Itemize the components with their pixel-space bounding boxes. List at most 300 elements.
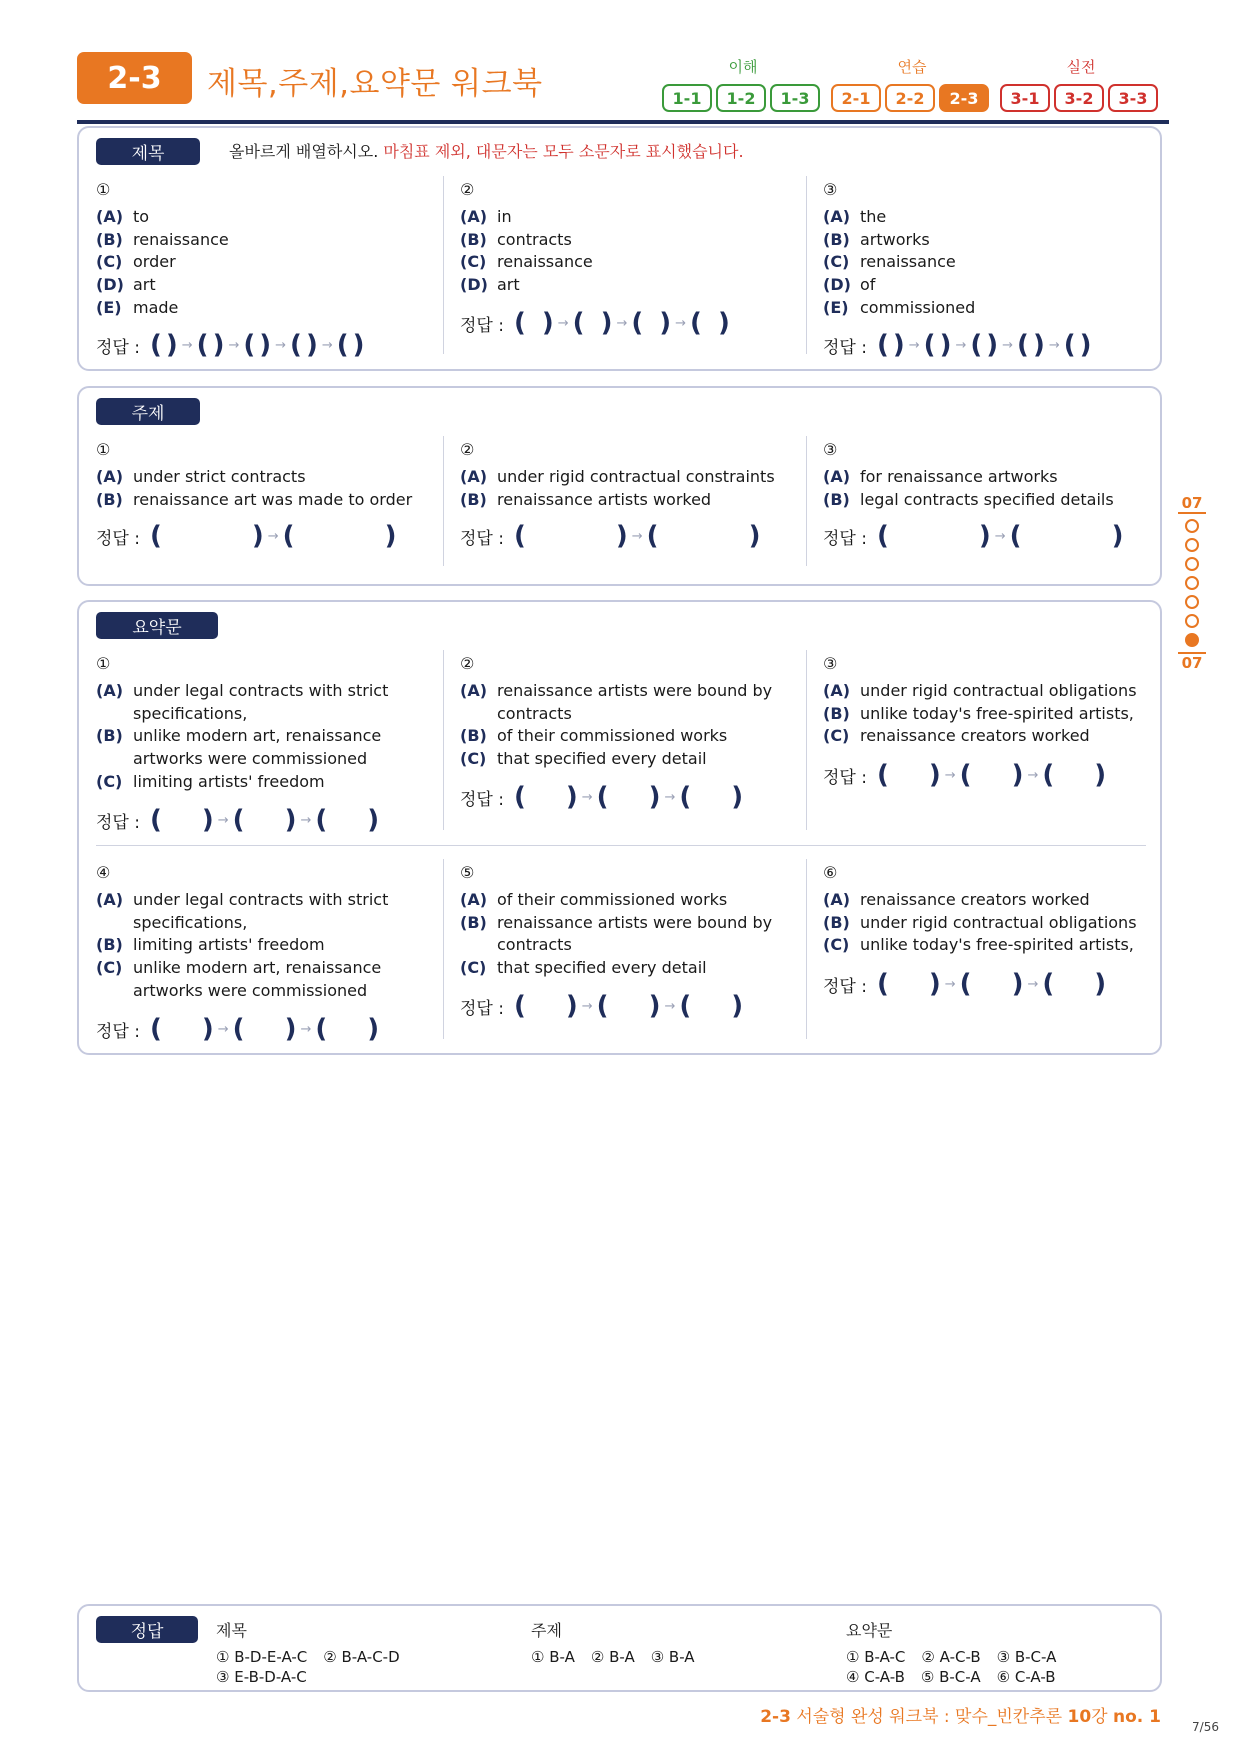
blank-close: )	[284, 1014, 297, 1044]
blank-close: )	[600, 308, 613, 338]
answer-key-item: ③ E-B-D-A-C	[216, 1668, 307, 1686]
answer-row	[823, 762, 1106, 788]
stage-1-3[interactable]: 1-3	[770, 84, 820, 112]
option-key: (C)	[96, 252, 123, 272]
answer-label: 정답 :	[823, 976, 867, 997]
blank-open: (	[959, 969, 972, 999]
arrow: →	[664, 998, 676, 1014]
option-key: (C)	[823, 252, 850, 272]
answer-row	[460, 310, 730, 336]
option-key: (B)	[96, 935, 123, 955]
option-key: (E)	[96, 297, 122, 317]
answer-row	[823, 332, 1092, 358]
blank-open: (	[631, 308, 644, 338]
arrow: →	[181, 337, 193, 353]
footer-no: no. 1	[1113, 1707, 1161, 1727]
blank-open: (	[690, 308, 702, 338]
option-d	[823, 274, 1153, 297]
option-b	[460, 229, 790, 252]
option-e	[96, 297, 426, 320]
option-text: artworks	[860, 229, 930, 249]
blank-close: )	[352, 330, 365, 360]
question-number: ③	[823, 654, 838, 673]
blank-close: )	[1011, 969, 1024, 999]
option-d	[460, 274, 790, 297]
blank-close: )	[978, 521, 991, 551]
side-index-top: 07	[1178, 494, 1206, 514]
option-b	[96, 229, 426, 252]
blank-close: )	[201, 1014, 214, 1044]
progress-dot	[1185, 519, 1199, 533]
blank-close: )	[615, 521, 628, 551]
column-divider	[806, 436, 807, 566]
option-d	[96, 274, 426, 297]
option-text: for renaissance artworks	[860, 467, 1058, 486]
option-key: (B)	[96, 489, 123, 509]
option-c	[823, 725, 1153, 748]
lesson-badge: 2-3	[77, 52, 192, 104]
option-text: under rigid contractual obligations	[860, 681, 1137, 700]
section-tag: 제목	[96, 138, 200, 165]
answer-row	[460, 784, 743, 810]
blank-close: )	[1011, 760, 1024, 790]
option-key: (A)	[96, 207, 124, 226]
blank-open: (	[876, 969, 889, 999]
option-c	[96, 251, 426, 274]
stage-3-3[interactable]: 3-3	[1108, 84, 1158, 112]
blank-close: )	[1032, 330, 1045, 360]
instruction-note: 마침표 제외, 대문자는 모두 소문자로 표시했습니다.	[383, 142, 744, 161]
option-text: limiting artists' freedom	[133, 935, 325, 955]
blank-open: (	[290, 330, 302, 360]
blank-open: (	[1009, 521, 1022, 551]
option-key: (A)	[460, 890, 488, 909]
answer-key-item: ③ B-A	[650, 1648, 695, 1666]
option-a	[823, 206, 1153, 229]
option-text: made	[133, 297, 179, 317]
option-text: renaissance	[497, 252, 593, 272]
blank-close: )	[986, 330, 999, 360]
arrow: →	[217, 1021, 229, 1037]
blank-close: )	[1094, 969, 1107, 999]
option-key: (D)	[96, 275, 124, 295]
arrow: →	[300, 812, 312, 828]
column-divider	[806, 650, 807, 830]
progress-dot	[1185, 557, 1199, 571]
arrow: →	[321, 337, 333, 353]
question-number: ②	[460, 440, 475, 459]
option-key: (C)	[96, 958, 123, 978]
option-c	[460, 957, 790, 980]
blank-close: )	[384, 521, 397, 551]
question-number: ②	[460, 180, 475, 199]
option-c	[823, 934, 1153, 957]
answer-key-item: ② A-C-B	[921, 1648, 981, 1666]
blank-open: (	[1017, 330, 1029, 360]
title-question-1	[96, 180, 426, 360]
blank-open: (	[149, 521, 162, 551]
blank-open: (	[1042, 969, 1055, 999]
blank-open: (	[1042, 760, 1055, 790]
option-text: under legal contracts with strict specifications,	[133, 681, 389, 723]
answer-label: 정답 :	[96, 1021, 140, 1042]
option-text: the	[860, 207, 887, 226]
question-number: ③	[823, 180, 838, 199]
blank-open: (	[596, 991, 609, 1021]
summary-question-1	[96, 654, 426, 835]
answer-label: 정답 :	[96, 337, 140, 358]
arrow: →	[228, 337, 240, 353]
blank-close: )	[748, 521, 761, 551]
progress-dot	[1185, 595, 1199, 609]
option-a	[460, 889, 790, 912]
column-divider	[806, 176, 807, 354]
blank-open: (	[149, 805, 162, 835]
blank-close: )	[892, 330, 905, 360]
stage-2-2[interactable]: 2-2	[885, 84, 935, 112]
option-key: (A)	[96, 890, 124, 909]
answer-key-item: ③ B-C-A	[996, 1648, 1057, 1666]
blank-open: (	[970, 330, 983, 360]
blank-open: (	[149, 1014, 162, 1044]
stage-1-2[interactable]: 1-2	[716, 84, 766, 112]
arrow: →	[581, 789, 593, 805]
option-text: renaissance creators worked	[860, 890, 1090, 909]
summary-question-5	[460, 863, 790, 1021]
side-index	[1178, 494, 1206, 672]
side-index-bottom: 07	[1178, 652, 1206, 672]
option-text: renaissance creators worked	[860, 726, 1090, 746]
column-divider	[443, 650, 444, 830]
blank-close: )	[212, 330, 225, 360]
column-divider	[443, 859, 444, 1039]
option-a	[96, 206, 426, 229]
blank-open: (	[232, 805, 245, 835]
stage-3-2[interactable]: 3-2	[1054, 84, 1104, 112]
option-a	[823, 466, 1153, 489]
stage-3-1[interactable]: 3-1	[1000, 84, 1050, 112]
question-number: ⑤	[460, 863, 475, 882]
answer-key-item: ② B-A-C-D	[323, 1648, 400, 1666]
option-key: (A)	[460, 207, 488, 226]
header-divider	[77, 120, 1169, 124]
option-key: (B)	[96, 726, 123, 746]
option-key: (A)	[460, 467, 488, 486]
page-number: 7/56	[1192, 1720, 1219, 1734]
blank-close: )	[928, 760, 941, 790]
option-text: renaissance artists were bound by contracts	[497, 681, 773, 723]
option-text: in	[497, 207, 512, 226]
option-a	[460, 466, 790, 489]
topic-question-1	[96, 440, 426, 551]
instruction	[229, 139, 744, 162]
option-key: (A)	[96, 681, 124, 700]
answer-label: 정답 :	[460, 998, 504, 1019]
blank-open: (	[679, 991, 692, 1021]
option-c	[823, 251, 1153, 274]
option-key: (A)	[460, 681, 488, 700]
answer-label: 정답 :	[96, 528, 140, 549]
blank-close: )	[201, 805, 214, 835]
progress-dot-current	[1185, 633, 1199, 647]
blank-close: )	[259, 330, 272, 360]
row-divider	[96, 845, 1146, 846]
option-text: unlike today's free-spirited artists,	[860, 935, 1134, 955]
option-key: (A)	[823, 467, 851, 486]
blank-close: )	[305, 330, 318, 360]
option-text: renaissance	[133, 229, 229, 249]
instruction-text: 올바르게 배열하시오.	[229, 142, 379, 161]
blank-open: (	[243, 330, 256, 360]
blank-close: )	[648, 991, 661, 1021]
answer-key-topic	[531, 1618, 711, 1667]
topic-question-2	[460, 440, 790, 551]
option-text: limiting artists' freedom	[133, 771, 325, 791]
arrow: →	[664, 789, 676, 805]
title-section	[77, 126, 1162, 371]
answer-row	[823, 971, 1106, 997]
answer-key-tag: 정답	[96, 1616, 198, 1643]
answer-key-item: ① B-D-E-A-C	[216, 1648, 308, 1666]
blank-open: (	[196, 330, 209, 360]
blank-close: )	[1111, 521, 1124, 551]
arrow: →	[581, 998, 593, 1014]
option-b	[823, 703, 1153, 726]
blank-close: )	[1079, 330, 1092, 360]
option-text: under rigid contractual obligations	[860, 912, 1137, 932]
blank-open: (	[336, 330, 349, 360]
option-c	[96, 957, 426, 1002]
option-a	[460, 680, 790, 725]
option-text: of	[860, 275, 876, 295]
blank-open: (	[876, 330, 889, 360]
blank-open: (	[646, 521, 659, 551]
question-number: ①	[96, 654, 111, 673]
summary-question-2	[460, 654, 790, 812]
section-tag: 요약문	[96, 612, 218, 639]
answer-label: 정답 :	[460, 528, 504, 549]
arrow: →	[557, 315, 569, 331]
page-title: 제목,주제,요약문 워크북	[207, 66, 543, 102]
arrow: →	[1027, 767, 1039, 783]
blank-close: )	[1094, 760, 1107, 790]
option-b	[823, 229, 1153, 252]
blank-open: (	[513, 991, 526, 1021]
blank-open: (	[513, 308, 526, 338]
blank-close: )	[165, 330, 178, 360]
column-divider	[806, 859, 807, 1039]
answer-row	[823, 523, 1123, 549]
column-divider	[443, 176, 444, 354]
option-b	[96, 934, 426, 957]
option-text: art	[133, 275, 156, 295]
arrow: →	[217, 812, 229, 828]
answer-label: 정답 :	[823, 767, 867, 788]
answer-key	[77, 1604, 1162, 1692]
blank-open: (	[513, 782, 526, 812]
option-c	[460, 748, 790, 771]
option-text: unlike modern art, renaissance artworks were commissioned	[133, 726, 382, 769]
option-key: (C)	[460, 958, 487, 978]
blank-close: )	[367, 1014, 380, 1044]
blank-close: )	[565, 782, 578, 812]
arrow: →	[994, 528, 1006, 544]
option-a	[823, 889, 1153, 912]
answer-row	[96, 1016, 379, 1042]
arrow: →	[1048, 337, 1060, 353]
blank-close: )	[251, 521, 264, 551]
title-question-3	[823, 180, 1153, 360]
option-key: (B)	[823, 489, 850, 509]
answer-label: 정답 :	[460, 315, 504, 336]
column-divider	[443, 436, 444, 566]
option-key: (D)	[823, 275, 851, 295]
blank-close: )	[648, 782, 661, 812]
blank-close: )	[541, 308, 554, 338]
option-key: (C)	[96, 771, 123, 791]
footer-unit: 강	[1091, 1707, 1108, 1727]
answer-key-item: ⑥ C-A-B	[996, 1668, 1056, 1686]
option-text: under rigid contractual constraints	[497, 467, 775, 486]
section-tag: 주제	[96, 398, 200, 425]
answer-label: 정답 :	[460, 789, 504, 810]
arrow: →	[631, 528, 643, 544]
blank-open: (	[513, 521, 526, 551]
answer-label: 정답 :	[823, 528, 867, 549]
footer-num: 10	[1067, 1707, 1092, 1727]
option-key: (B)	[96, 229, 123, 249]
answer-key-heading: 요약문	[846, 1621, 893, 1640]
summary-question-3	[823, 654, 1153, 790]
footer-prefix: 2-3	[760, 1707, 791, 1727]
option-key: (B)	[460, 489, 487, 509]
option-text: to	[133, 207, 150, 226]
option-text: renaissance art was made to order	[133, 489, 413, 509]
blank-open: (	[596, 782, 609, 812]
blank-close: )	[731, 782, 744, 812]
option-key: (A)	[823, 890, 851, 909]
option-a	[823, 680, 1153, 703]
arrow: →	[300, 1021, 312, 1037]
option-text: commissioned	[860, 297, 976, 317]
answer-row	[460, 523, 760, 549]
option-b	[823, 912, 1153, 935]
arrow: →	[944, 767, 956, 783]
answer-label: 정답 :	[823, 337, 867, 358]
summary-section	[77, 600, 1162, 1055]
stage-label: 이해	[728, 58, 758, 76]
blank-open: (	[923, 330, 936, 360]
answer-key-item: ① B-A-C	[846, 1648, 906, 1666]
option-text: legal contracts specified details	[860, 489, 1114, 509]
footer-text: 서술형 완성 워크북 : 맞수_빈칸추론	[796, 1707, 1063, 1727]
option-text: under legal contracts with strict specifications,	[133, 890, 389, 932]
option-text: art	[497, 275, 520, 295]
summary-question-4	[96, 863, 426, 1044]
blank-open: (	[1063, 330, 1076, 360]
blank-open: (	[572, 308, 585, 338]
progress-dot	[1185, 538, 1199, 552]
answer-label: 정답 :	[96, 812, 140, 833]
option-key: (B)	[460, 229, 487, 249]
option-key: (C)	[460, 252, 487, 272]
answer-key-item: ④ C-A-B	[846, 1668, 905, 1686]
stage-2-3[interactable]: 2-3	[939, 84, 989, 112]
arrow: →	[267, 528, 279, 544]
option-key: (A)	[96, 467, 124, 486]
option-b	[96, 725, 426, 770]
arrow: →	[1002, 337, 1014, 353]
option-text: that specified every detail	[497, 749, 707, 769]
blank-open: (	[959, 760, 972, 790]
blank-close: )	[939, 330, 952, 360]
answer-row	[96, 523, 396, 549]
option-text: renaissance	[860, 252, 956, 272]
option-key: (C)	[823, 726, 850, 746]
answer-key-item: ② B-A	[590, 1648, 635, 1666]
option-key: (C)	[460, 749, 487, 769]
arrow: →	[275, 337, 287, 353]
stage-label: 실전	[1066, 58, 1096, 76]
blank-close: )	[284, 805, 297, 835]
blank-close: )	[928, 969, 941, 999]
option-b	[96, 489, 426, 512]
stage-1-1[interactable]: 1-1	[662, 84, 712, 112]
question-number: ④	[96, 863, 111, 882]
option-key: (B)	[460, 912, 487, 932]
option-key: (E)	[823, 297, 849, 317]
option-key: (B)	[823, 229, 850, 249]
blank-close: )	[717, 308, 730, 338]
option-key: (B)	[460, 726, 487, 746]
answer-key-heading: 제목	[216, 1621, 247, 1640]
blank-close: )	[565, 991, 578, 1021]
topic-question-3	[823, 440, 1153, 551]
arrow: →	[1027, 976, 1039, 992]
option-key: (C)	[823, 935, 850, 955]
option-text: order	[133, 252, 176, 272]
option-b	[460, 489, 790, 512]
option-c	[460, 251, 790, 274]
blank-open: (	[876, 521, 889, 551]
blank-open: (	[282, 521, 295, 551]
question-number: ①	[96, 180, 111, 199]
question-number: ②	[460, 654, 475, 673]
blank-close: )	[659, 308, 672, 338]
option-text: unlike modern art, renaissance artworks were commissioned	[133, 958, 382, 1000]
option-a	[96, 680, 426, 725]
question-number: ③	[823, 440, 838, 459]
option-key: (B)	[823, 703, 850, 723]
option-text: unlike today's free-spirited artists,	[860, 703, 1134, 723]
answer-key-summary	[846, 1618, 1072, 1687]
answer-key-heading: 주제	[531, 1621, 562, 1640]
blank-close: )	[367, 805, 380, 835]
blank-open: (	[232, 1014, 245, 1044]
option-a	[96, 889, 426, 934]
arrow: →	[944, 976, 956, 992]
option-key: (A)	[823, 681, 851, 700]
answer-key-item: ⑤ B-C-A	[920, 1668, 981, 1686]
option-c	[96, 771, 426, 794]
option-a	[96, 466, 426, 489]
blank-open: (	[876, 760, 889, 790]
arrow: →	[955, 337, 967, 353]
answer-key-title	[216, 1618, 416, 1687]
stage-label: 연습	[897, 58, 927, 76]
summary-question-6	[823, 863, 1153, 999]
stage-2-1[interactable]: 2-1	[831, 84, 881, 112]
